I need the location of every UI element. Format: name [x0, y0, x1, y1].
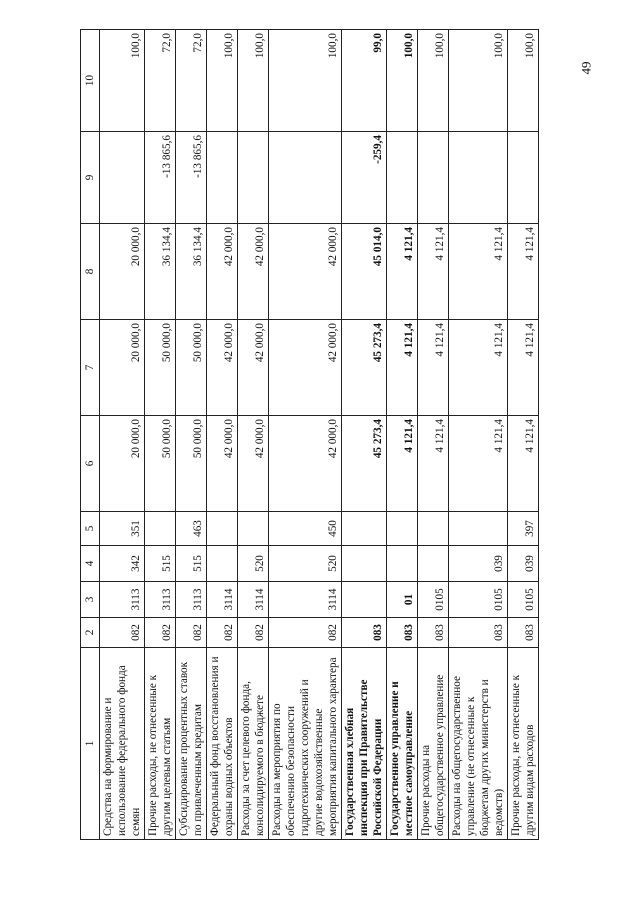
expense-code: 351 — [100, 512, 145, 546]
percent-executed: 100,0 — [238, 30, 269, 132]
executed-amount: 4 121,4 — [508, 224, 539, 320]
section-code: 3113 — [145, 582, 176, 618]
table-row — [418, 30, 449, 840]
deviation — [418, 132, 449, 224]
col-header: 1 — [81, 648, 100, 840]
adjusted-amount: 42 000,0 — [207, 320, 238, 416]
expense-code — [207, 512, 238, 546]
target-code — [418, 546, 449, 582]
deviation — [207, 132, 238, 224]
expense-code — [342, 512, 387, 546]
target-code: 515 — [145, 546, 176, 582]
expense-code — [238, 512, 269, 546]
table-row — [387, 30, 418, 840]
percent-executed: 100,0 — [387, 30, 418, 132]
expense-code: 463 — [176, 512, 207, 546]
col-header: 10 — [81, 30, 100, 132]
row-name: Государственное управление и местное самоуправление — [387, 648, 418, 840]
table-row — [100, 30, 145, 840]
grbs-code: 082 — [145, 618, 176, 648]
table-body — [100, 30, 539, 840]
target-code: 342 — [100, 546, 145, 582]
expense-code — [418, 512, 449, 546]
expense-code: 450 — [269, 512, 342, 546]
percent-executed: 100,0 — [269, 30, 342, 132]
adjusted-amount: 42 000,0 — [269, 320, 342, 416]
row-name: Федеральный фонд восстановления и охраны водных объектов — [207, 648, 238, 840]
target-code: 039 — [449, 546, 508, 582]
table-row — [269, 30, 342, 840]
row-name: Расходы на мероприятия по обеспечению безопасности гидротехнических сооружений и другие водохозяйственные мероприятия капитального характера — [269, 648, 342, 840]
deviation — [100, 132, 145, 224]
expense-code: 397 — [508, 512, 539, 546]
table-row — [238, 30, 269, 840]
executed-amount: 20 000,0 — [100, 224, 145, 320]
executed-amount: 4 121,4 — [418, 224, 449, 320]
target-code — [207, 546, 238, 582]
rotated-budget-table — [80, 30, 580, 840]
executed-amount: 36 134,4 — [145, 224, 176, 320]
section-code: 01 — [387, 582, 418, 618]
approved-amount: 20 000,0 — [100, 416, 145, 512]
expense-code — [449, 512, 508, 546]
approved-amount: 42 000,0 — [207, 416, 238, 512]
table-row — [449, 30, 508, 840]
adjusted-amount: 50 000,0 — [145, 320, 176, 416]
percent-executed: 100,0 — [100, 30, 145, 132]
section-code: 3113 — [176, 582, 207, 618]
expense-code — [145, 512, 176, 546]
header-row — [81, 30, 100, 840]
grbs-code: 083 — [387, 618, 418, 648]
approved-amount: 4 121,4 — [449, 416, 508, 512]
grbs-code: 082 — [176, 618, 207, 648]
target-code: 520 — [269, 546, 342, 582]
deviation: -13 865,6 — [176, 132, 207, 224]
budget-table — [80, 29, 539, 840]
expense-code — [387, 512, 418, 546]
executed-amount: 4 121,4 — [387, 224, 418, 320]
percent-executed: 100,0 — [207, 30, 238, 132]
section-code: 0105 — [418, 582, 449, 618]
adjusted-amount: 42 000,0 — [238, 320, 269, 416]
approved-amount: 4 121,4 — [508, 416, 539, 512]
deviation: -13 865,6 — [145, 132, 176, 224]
table-row — [207, 30, 238, 840]
grbs-code: 083 — [508, 618, 539, 648]
section-code: 3114 — [269, 582, 342, 618]
approved-amount: 42 000,0 — [238, 416, 269, 512]
grbs-code: 083 — [342, 618, 387, 648]
adjusted-amount: 20 000,0 — [100, 320, 145, 416]
row-name: Средства на формирование и использование федерального фонда семян — [100, 648, 145, 840]
percent-executed: 72,0 — [176, 30, 207, 132]
target-code: 520 — [238, 546, 269, 582]
executed-amount: 4 121,4 — [449, 224, 508, 320]
grbs-code: 083 — [449, 618, 508, 648]
target-code: 039 — [508, 546, 539, 582]
page-number: 49 — [578, 61, 594, 75]
col-header: 4 — [81, 546, 100, 582]
row-name: Прочие расходы, не отнесенные к другим целевым статьям — [145, 648, 176, 840]
adjusted-amount: 4 121,4 — [449, 320, 508, 416]
executed-amount: 36 134,4 — [176, 224, 207, 320]
row-name: Прочие расходы на общегосударственное управление — [418, 648, 449, 840]
col-header: 8 — [81, 224, 100, 320]
percent-executed: 100,0 — [449, 30, 508, 132]
approved-amount: 42 000,0 — [269, 416, 342, 512]
deviation — [449, 132, 508, 224]
section-code: 0105 — [449, 582, 508, 618]
approved-amount: 50 000,0 — [176, 416, 207, 512]
section-code — [342, 582, 387, 618]
deviation: -259,4 — [342, 132, 387, 224]
row-name: Расходы за счет целевого фонда, консолидируемого в бюджете — [238, 648, 269, 840]
section-code: 3113 — [100, 582, 145, 618]
deviation — [508, 132, 539, 224]
target-code: 515 — [176, 546, 207, 582]
target-code — [342, 546, 387, 582]
col-header: 5 — [81, 512, 100, 546]
adjusted-amount: 4 121,4 — [508, 320, 539, 416]
table-row — [342, 30, 387, 840]
executed-amount: 42 000,0 — [207, 224, 238, 320]
executed-amount: 42 000,0 — [238, 224, 269, 320]
col-header: 7 — [81, 320, 100, 416]
table-row — [145, 30, 176, 840]
percent-executed: 100,0 — [418, 30, 449, 132]
table-row — [176, 30, 207, 840]
grbs-code: 082 — [207, 618, 238, 648]
col-header: 9 — [81, 132, 100, 224]
row-name: Расходы на общегосударственное управление (не отнесенные к бюджетам других министерств и ведомств) — [449, 648, 508, 840]
grbs-code: 082 — [269, 618, 342, 648]
adjusted-amount: 4 121,4 — [387, 320, 418, 416]
row-name: Государственная хлебная инспекция при Правительстве Российской Федерации — [342, 648, 387, 840]
row-name: Субсидирование процентных ставок по привлеченным кредитам — [176, 648, 207, 840]
approved-amount: 4 121,4 — [418, 416, 449, 512]
adjusted-amount: 4 121,4 — [418, 320, 449, 416]
col-header: 2 — [81, 618, 100, 648]
percent-executed: 100,0 — [508, 30, 539, 132]
deviation — [238, 132, 269, 224]
target-code — [387, 546, 418, 582]
executed-amount: 45 014,0 — [342, 224, 387, 320]
col-header: 6 — [81, 416, 100, 512]
col-header: 3 — [81, 582, 100, 618]
deviation — [269, 132, 342, 224]
executed-amount: 42 000,0 — [269, 224, 342, 320]
percent-executed: 72,0 — [145, 30, 176, 132]
section-code: 3114 — [238, 582, 269, 618]
table-row — [508, 30, 539, 840]
approved-amount: 4 121,4 — [387, 416, 418, 512]
approved-amount: 45 273,4 — [342, 416, 387, 512]
grbs-code: 083 — [418, 618, 449, 648]
deviation — [387, 132, 418, 224]
adjusted-amount: 45 273,4 — [342, 320, 387, 416]
percent-executed: 99,0 — [342, 30, 387, 132]
row-name: Прочие расходы, не отнесенные к другим видам расходов — [508, 648, 539, 840]
approved-amount: 50 000,0 — [145, 416, 176, 512]
section-code: 0105 — [508, 582, 539, 618]
grbs-code: 082 — [238, 618, 269, 648]
grbs-code: 082 — [100, 618, 145, 648]
section-code: 3114 — [207, 582, 238, 618]
adjusted-amount: 50 000,0 — [176, 320, 207, 416]
